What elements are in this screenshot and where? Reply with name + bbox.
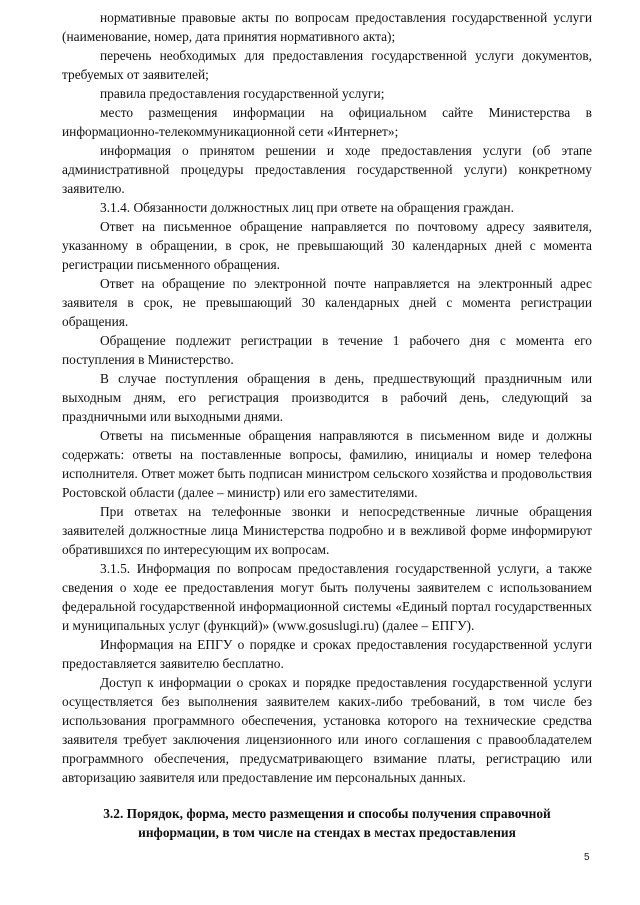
paragraph: Доступ к информации о сроках и порядке предоставления государственной услуги осуществляется без выполнения заявителем каких-либо требований, в том числе без использования программного обеспечения, установка которого на технические средства заявителя требует заключения лицензионного или иного соглашения с правообладателем программного обеспечения, предусматривающего взимание платы, регистрацию или авторизацию заявителя или предоставление им персональных данных. — [62, 675, 592, 785]
paragraph: При ответах на телефонные звонки и непосредственные личные обращения заявителей должностные лица Министерства подробно и в вежливой форме информируют обратившихся по интересующим их вопросам. — [62, 504, 592, 557]
paragraph: Ответ на обращение по электронной почте направляется на электронный адрес заявителя в срок, не превышающий 30 календарных дней с момента регистрации обращения. — [62, 276, 592, 329]
document-body — [62, 8, 592, 842]
paragraph: 3.1.4. Обязанности должностных лиц при ответе на обращения граждан. — [100, 200, 514, 215]
paragraph: информация о принятом решении и ходе предоставления услуги (об этапе административной процедуры предоставления государственной услуги) конкретному заявителю. — [62, 143, 592, 196]
paragraph: Обращение подлежит регистрации в течение 1 рабочего дня с момента его поступления в Министерство. — [62, 333, 592, 367]
paragraph: правила предоставления государственной услуги; — [100, 86, 385, 101]
paragraph: 3.1.5. Информация по вопросам предоставления государственной услуги, а также сведения о ходе ее предоставления могут быть получены заявителем с использованием федеральной государственной информационной системы «Единый портал государственных и муниципальных услуг (функций)» (www.gosuslugi.ru) (далее – ЕПГУ). — [62, 561, 592, 633]
paragraph: место размещения информации на официальном сайте Министерства в информационно-телекоммуникационной сети «Интернет»; — [62, 105, 592, 139]
paragraph: перечень необходимых для предоставления государственной услуги документов, требуемых от заявителей; — [62, 48, 592, 82]
section-heading: 3.2. Порядок, форма, место размещения и способы получения справочной информации, в том числе на стендах в местах предоставления — [103, 806, 551, 840]
paragraph: В случае поступления обращения в день, предшествующий праздничным или выходным дням, его регистрация производится в рабочий день, следующий за праздничными или выходными днями. — [62, 371, 592, 424]
page-number: 5 — [584, 852, 590, 863]
paragraph: нормативные правовые акты по вопросам предоставления государственной услуги (наименование, номер, дата принятия нормативного акта); — [62, 10, 592, 44]
paragraph: Ответ на письменное обращение направляется по почтовому адресу заявителя, указанному в обращении, в срок, не превышающий 30 календарных дней с момента регистрации письменного обращения. — [62, 219, 592, 272]
paragraph: Ответы на письменные обращения направляются в письменном виде и должны содержать: ответы на поставленные вопросы, фамилию, инициалы и номер телефона исполнителя. Ответ может быть подписан министром сельского хозяйства и продовольствия Ростовской области (далее – министр) или его заместителями. — [62, 428, 592, 500]
paragraph: Информация на ЕПГУ о порядке и сроках предоставления государственной услуги предоставляется заявителю бесплатно. — [62, 637, 592, 671]
